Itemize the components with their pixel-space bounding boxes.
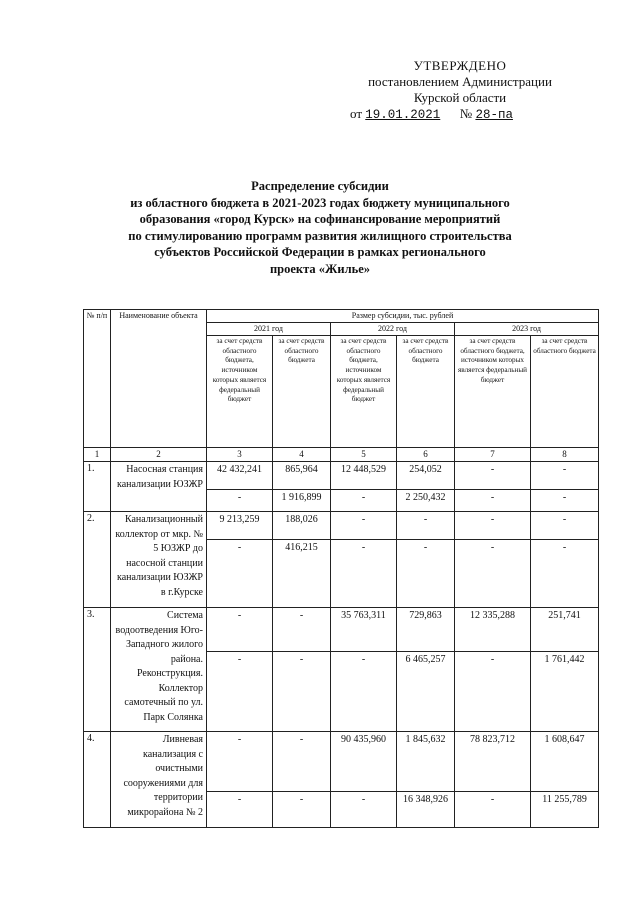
value-cell: - xyxy=(531,540,599,608)
heading-line: проекта «Жилье» xyxy=(269,261,371,276)
heading-line: субъектов Российской Федерации в рамках регионального xyxy=(154,245,486,260)
subheader-federal: за счет средств областного бюджета, источником которых является федеральный бюджет xyxy=(331,336,397,448)
value-cell: - xyxy=(397,540,455,608)
row-index: 1. xyxy=(84,462,111,512)
header-year-2021: 2021 год xyxy=(207,323,331,336)
subheader-federal: за счет средств областного бюджета, источником которых является федеральный бюджет xyxy=(207,336,273,448)
value-cell: - xyxy=(531,512,599,540)
column-number: 5 xyxy=(331,448,397,462)
value-cell: - xyxy=(455,652,531,732)
value-cell: - xyxy=(207,792,273,828)
approval-number: 28-па xyxy=(475,108,513,122)
document-heading xyxy=(80,178,560,278)
value-cell: - xyxy=(455,490,531,512)
value-cell: - xyxy=(455,540,531,608)
column-number: 8 xyxy=(531,448,599,462)
table-row xyxy=(84,608,599,652)
approval-title: УТВЕРЖДЕНО xyxy=(413,58,507,73)
column-number: 6 xyxy=(397,448,455,462)
value-cell: - xyxy=(455,512,531,540)
value-cell: 865,964 xyxy=(273,462,331,490)
value-cell: 188,026 xyxy=(273,512,331,540)
value-cell: - xyxy=(397,512,455,540)
table-row xyxy=(84,512,599,540)
column-number: 2 xyxy=(111,448,207,462)
value-cell: 1 761,442 xyxy=(531,652,599,732)
value-cell: 2 250,432 xyxy=(397,490,455,512)
column-numbers-row xyxy=(84,448,599,462)
value-cell: - xyxy=(331,792,397,828)
approval-line1: постановлением Администрации xyxy=(368,74,552,89)
value-cell: - xyxy=(531,462,599,490)
subheader-regional: за счет средств областного бюджета xyxy=(531,336,599,448)
date-prefix: от xyxy=(350,106,363,121)
value-cell: 16 348,926 xyxy=(397,792,455,828)
value-cell: - xyxy=(273,652,331,732)
value-cell: 1 845,632 xyxy=(397,732,455,792)
approval-stamp xyxy=(340,58,580,123)
value-cell: 78 823,712 xyxy=(455,732,531,792)
approval-date: 19.01.2021 xyxy=(365,108,441,122)
approval-line2: Курской области xyxy=(413,90,507,105)
table-row xyxy=(84,462,599,490)
object-name: Система водоотведения Юго-Западного жилого района. Реконструкция. Коллектор самотечный по ул. Парк Солянка xyxy=(111,608,207,732)
value-cell: 1 608,647 xyxy=(531,732,599,792)
value-cell: 42 432,241 xyxy=(207,462,273,490)
number-prefix: № xyxy=(459,106,473,121)
value-cell: 1 916,899 xyxy=(273,490,331,512)
row-index: 3. xyxy=(84,608,111,732)
value-cell: - xyxy=(455,462,531,490)
value-cell: 35 763,311 xyxy=(331,608,397,652)
header-year-2023: 2023 год xyxy=(455,323,599,336)
heading-line: из областного бюджета в 2021-2023 годах бюджету муниципального xyxy=(130,195,510,210)
table-row xyxy=(84,732,599,792)
value-cell: - xyxy=(207,490,273,512)
header-year-2022: 2022 год xyxy=(331,323,455,336)
value-cell: - xyxy=(331,540,397,608)
object-name: Насосная станция канализации ЮЗЖР xyxy=(111,462,207,512)
value-cell: 11 255,789 xyxy=(531,792,599,828)
subheader-federal: за счет средств областного бюджета, источником которых является федеральный бюджет xyxy=(455,336,531,448)
subheader-regional: за счет средств областного бюджета xyxy=(273,336,331,448)
value-cell: 254,052 xyxy=(397,462,455,490)
value-cell: - xyxy=(331,652,397,732)
subsidy-table xyxy=(83,309,599,828)
heading-line: по стимулированию программ развития жилищного строительства xyxy=(128,228,512,243)
value-cell: - xyxy=(207,608,273,652)
value-cell: 12 448,529 xyxy=(331,462,397,490)
column-number: 1 xyxy=(84,448,111,462)
value-cell: 6 465,257 xyxy=(397,652,455,732)
value-cell: 12 335,288 xyxy=(455,608,531,652)
column-number: 3 xyxy=(207,448,273,462)
value-cell: - xyxy=(273,792,331,828)
value-cell: - xyxy=(331,490,397,512)
row-index: 2. xyxy=(84,512,111,608)
value-cell: - xyxy=(455,792,531,828)
value-cell: 9 213,259 xyxy=(207,512,273,540)
value-cell: - xyxy=(207,732,273,792)
object-name: Ливневая канализация с очистными сооружениями для территории микрорайона № 2 xyxy=(111,732,207,828)
value-cell: - xyxy=(331,512,397,540)
value-cell: 729,863 xyxy=(397,608,455,652)
value-cell: 90 435,960 xyxy=(331,732,397,792)
value-cell: - xyxy=(273,608,331,652)
value-cell: - xyxy=(273,732,331,792)
heading-line: образования «город Курск» на софинансирование мероприятий xyxy=(139,212,501,227)
header-name: Наименование объекта xyxy=(111,310,207,448)
value-cell: 251,741 xyxy=(531,608,599,652)
approval-date-line xyxy=(340,106,580,123)
header-no: № п/п xyxy=(84,310,111,448)
value-cell: 416,215 xyxy=(273,540,331,608)
row-index: 4. xyxy=(84,732,111,828)
value-cell: - xyxy=(207,540,273,608)
value-cell: - xyxy=(531,490,599,512)
column-number: 4 xyxy=(273,448,331,462)
heading-line: Распределение субсидии xyxy=(251,179,389,193)
value-cell: - xyxy=(207,652,273,732)
header-size: Размер субсидии, тыс. рублей xyxy=(207,310,599,323)
column-number: 7 xyxy=(455,448,531,462)
object-name: Канализационный коллектор от мкр. № 5 ЮЗЖР до насосной станции канализации ЮЗЖР в г.Курске xyxy=(111,512,207,608)
subheader-regional: за счет средств областного бюджета xyxy=(397,336,455,448)
